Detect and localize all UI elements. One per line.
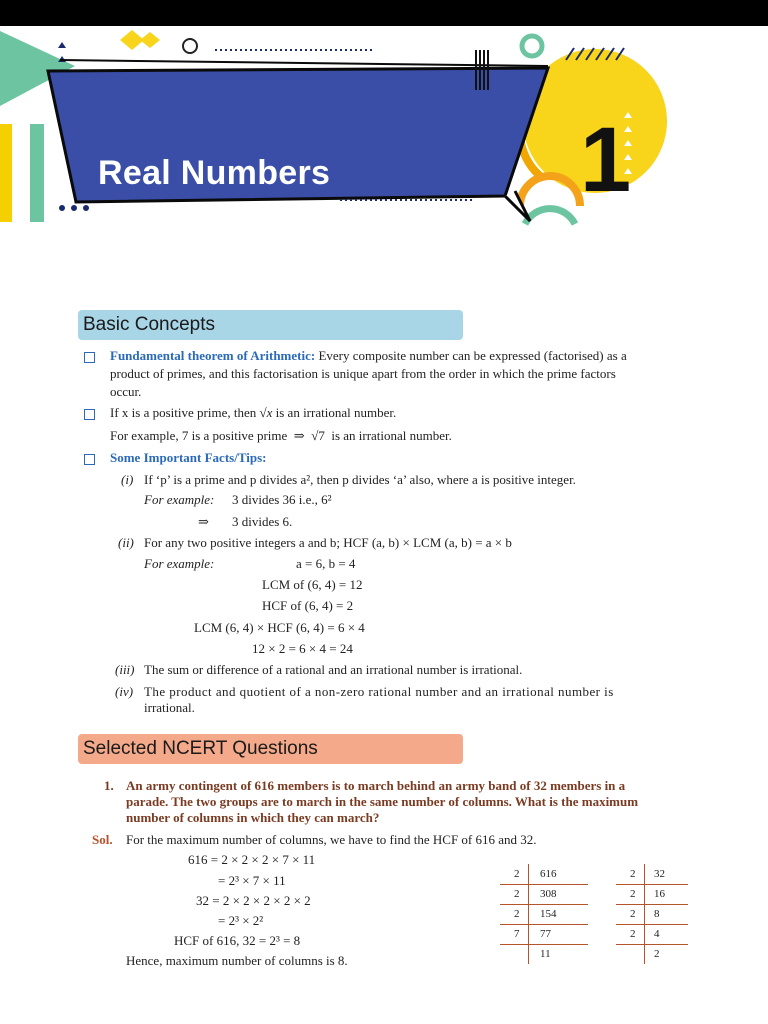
tip1-number: (i) [121,472,134,487]
sqrt-line1 [110,405,396,421]
value-32-3: 8 [654,908,660,920]
fta-text: Every composite number can be expressed (factorised) as a [315,348,627,363]
value-616-5: 11 [540,948,551,960]
equation-32-power: = 2³ × 2² [218,913,264,928]
tip3-number: (iii) [115,662,135,677]
value-32-2: 16 [654,888,665,900]
fta-paragraph-line1 [110,348,627,364]
basic-concepts-heading: Basic Concepts [78,310,463,340]
value-616-3: 154 [540,908,557,920]
tip3-text: The sum or difference of a rational and an irrational number is irrational. [144,662,523,677]
tip4-text: The product and quotient of a non-zero rational number and an irrational number is [144,684,614,699]
value-32-1: 32 [654,868,665,880]
sqrt-line1-b: is an irrational number. [275,405,397,420]
tip1-example2: 3 divides 6. [232,514,293,529]
value-32-4: 4 [654,928,660,940]
value-616-4: 77 [540,928,551,940]
tip2-example1: a = 6, b = 4 [296,556,356,571]
tip2-example5: 12 × 2 = 6 × 4 = 24 [252,641,353,656]
sqrt-line2 [110,428,452,444]
bullet-icon [84,454,95,465]
equation-32: 32 = 2 × 2 × 2 × 2 × 2 [196,893,311,908]
equation-616-power: = 2³ × 7 × 11 [218,873,286,888]
solution-intro: For the maximum number of columns, we have to find the HCF of 616 and 32. [126,832,537,847]
value-32-5: 2 [654,948,660,960]
banner-art [0,26,768,241]
q1-line2: parade. The two groups are to march in the same number of columns. What is the maximum [126,794,639,809]
divisor-616-1: 2 [514,868,520,880]
q1-line1: An army contingent of 616 members is to march behind an army band of 32 members in a [126,778,626,793]
value-616-1: 616 [540,868,557,880]
implies-arrow-icon: ⇒ [198,514,209,529]
tip4-number: (iv) [115,684,134,699]
sqrt-line2-a: For example, 7 is a positive prime [110,428,288,443]
q1-line3: number of columns in which they can march? [126,810,380,825]
green-bar-shape [30,124,44,222]
divisor-32-4: 2 [630,928,636,940]
divisor-616-2: 2 [514,888,520,900]
division-table-32 [616,864,688,964]
tip4-text2: irrational. [144,700,195,715]
tip1-example1: 3 divides 36 i.e., 6² [232,492,332,507]
sqrt-line1-a: If x is a positive prime, then [110,405,257,420]
tip2-example-label: For example: [144,556,215,571]
fta-label: Fundamental theorem of Arithmetic: [110,348,316,363]
bullet-icon [84,409,95,420]
value-616-2: 308 [540,888,557,900]
division-table-616 [500,864,588,964]
sqrt-7-symbol: √7 [311,428,325,443]
q1-number: 1. [104,778,114,793]
tips-label: Some Important Facts/Tips: [110,450,267,465]
equation-616: 616 = 2 × 2 × 2 × 7 × 11 [188,852,316,867]
tip2-example3: HCF of (6, 4) = 2 [262,598,354,613]
tip2-example2: LCM of (6, 4) = 12 [262,577,363,592]
top-black-bar [0,0,768,26]
fta-line3: occur. [110,384,142,399]
tip2-example4: LCM (6, 4) × HCF (6, 4) = 6 × 4 [194,620,365,635]
tip2-number: (ii) [118,535,134,550]
bullet-icon [84,352,95,363]
sqrt-line2-b: is an irrational number. [331,428,452,443]
divisor-616-3: 2 [514,908,520,920]
chapter-title: Real Numbers [98,154,331,192]
tip1-text: If ‘p’ is a prime and p divides a², then p divides ‘a’ also, where a is positive integer. [144,472,576,487]
chapter-banner [0,26,768,241]
tip1-example-label: For example: [144,492,215,507]
sqrt-x-symbol: √x [259,405,273,420]
conclusion: Hence, maximum number of columns is 8. [126,953,348,968]
ncert-heading: Selected NCERT Questions [78,734,463,764]
implies-arrow-icon: ⇒ [293,428,305,443]
yellow-bar-shape [0,124,12,222]
fta-line2: product of primes, and this factorisation is unique apart from the order in which the prime factors [110,366,616,381]
divisor-32-3: 2 [630,908,636,920]
chapter-number: 1 [580,109,632,211]
tip2-text: For any two positive integers a and b; HCF (a, b) × LCM (a, b) = a × b [144,535,512,550]
solution-label: Sol. [92,832,113,847]
equation-hcf: HCF of 616, 32 = 2³ = 8 [174,933,301,948]
divisor-32-2: 2 [630,888,636,900]
divisor-32-1: 2 [630,868,636,880]
divisor-616-4: 7 [514,928,520,940]
dot-marks [59,205,159,213]
